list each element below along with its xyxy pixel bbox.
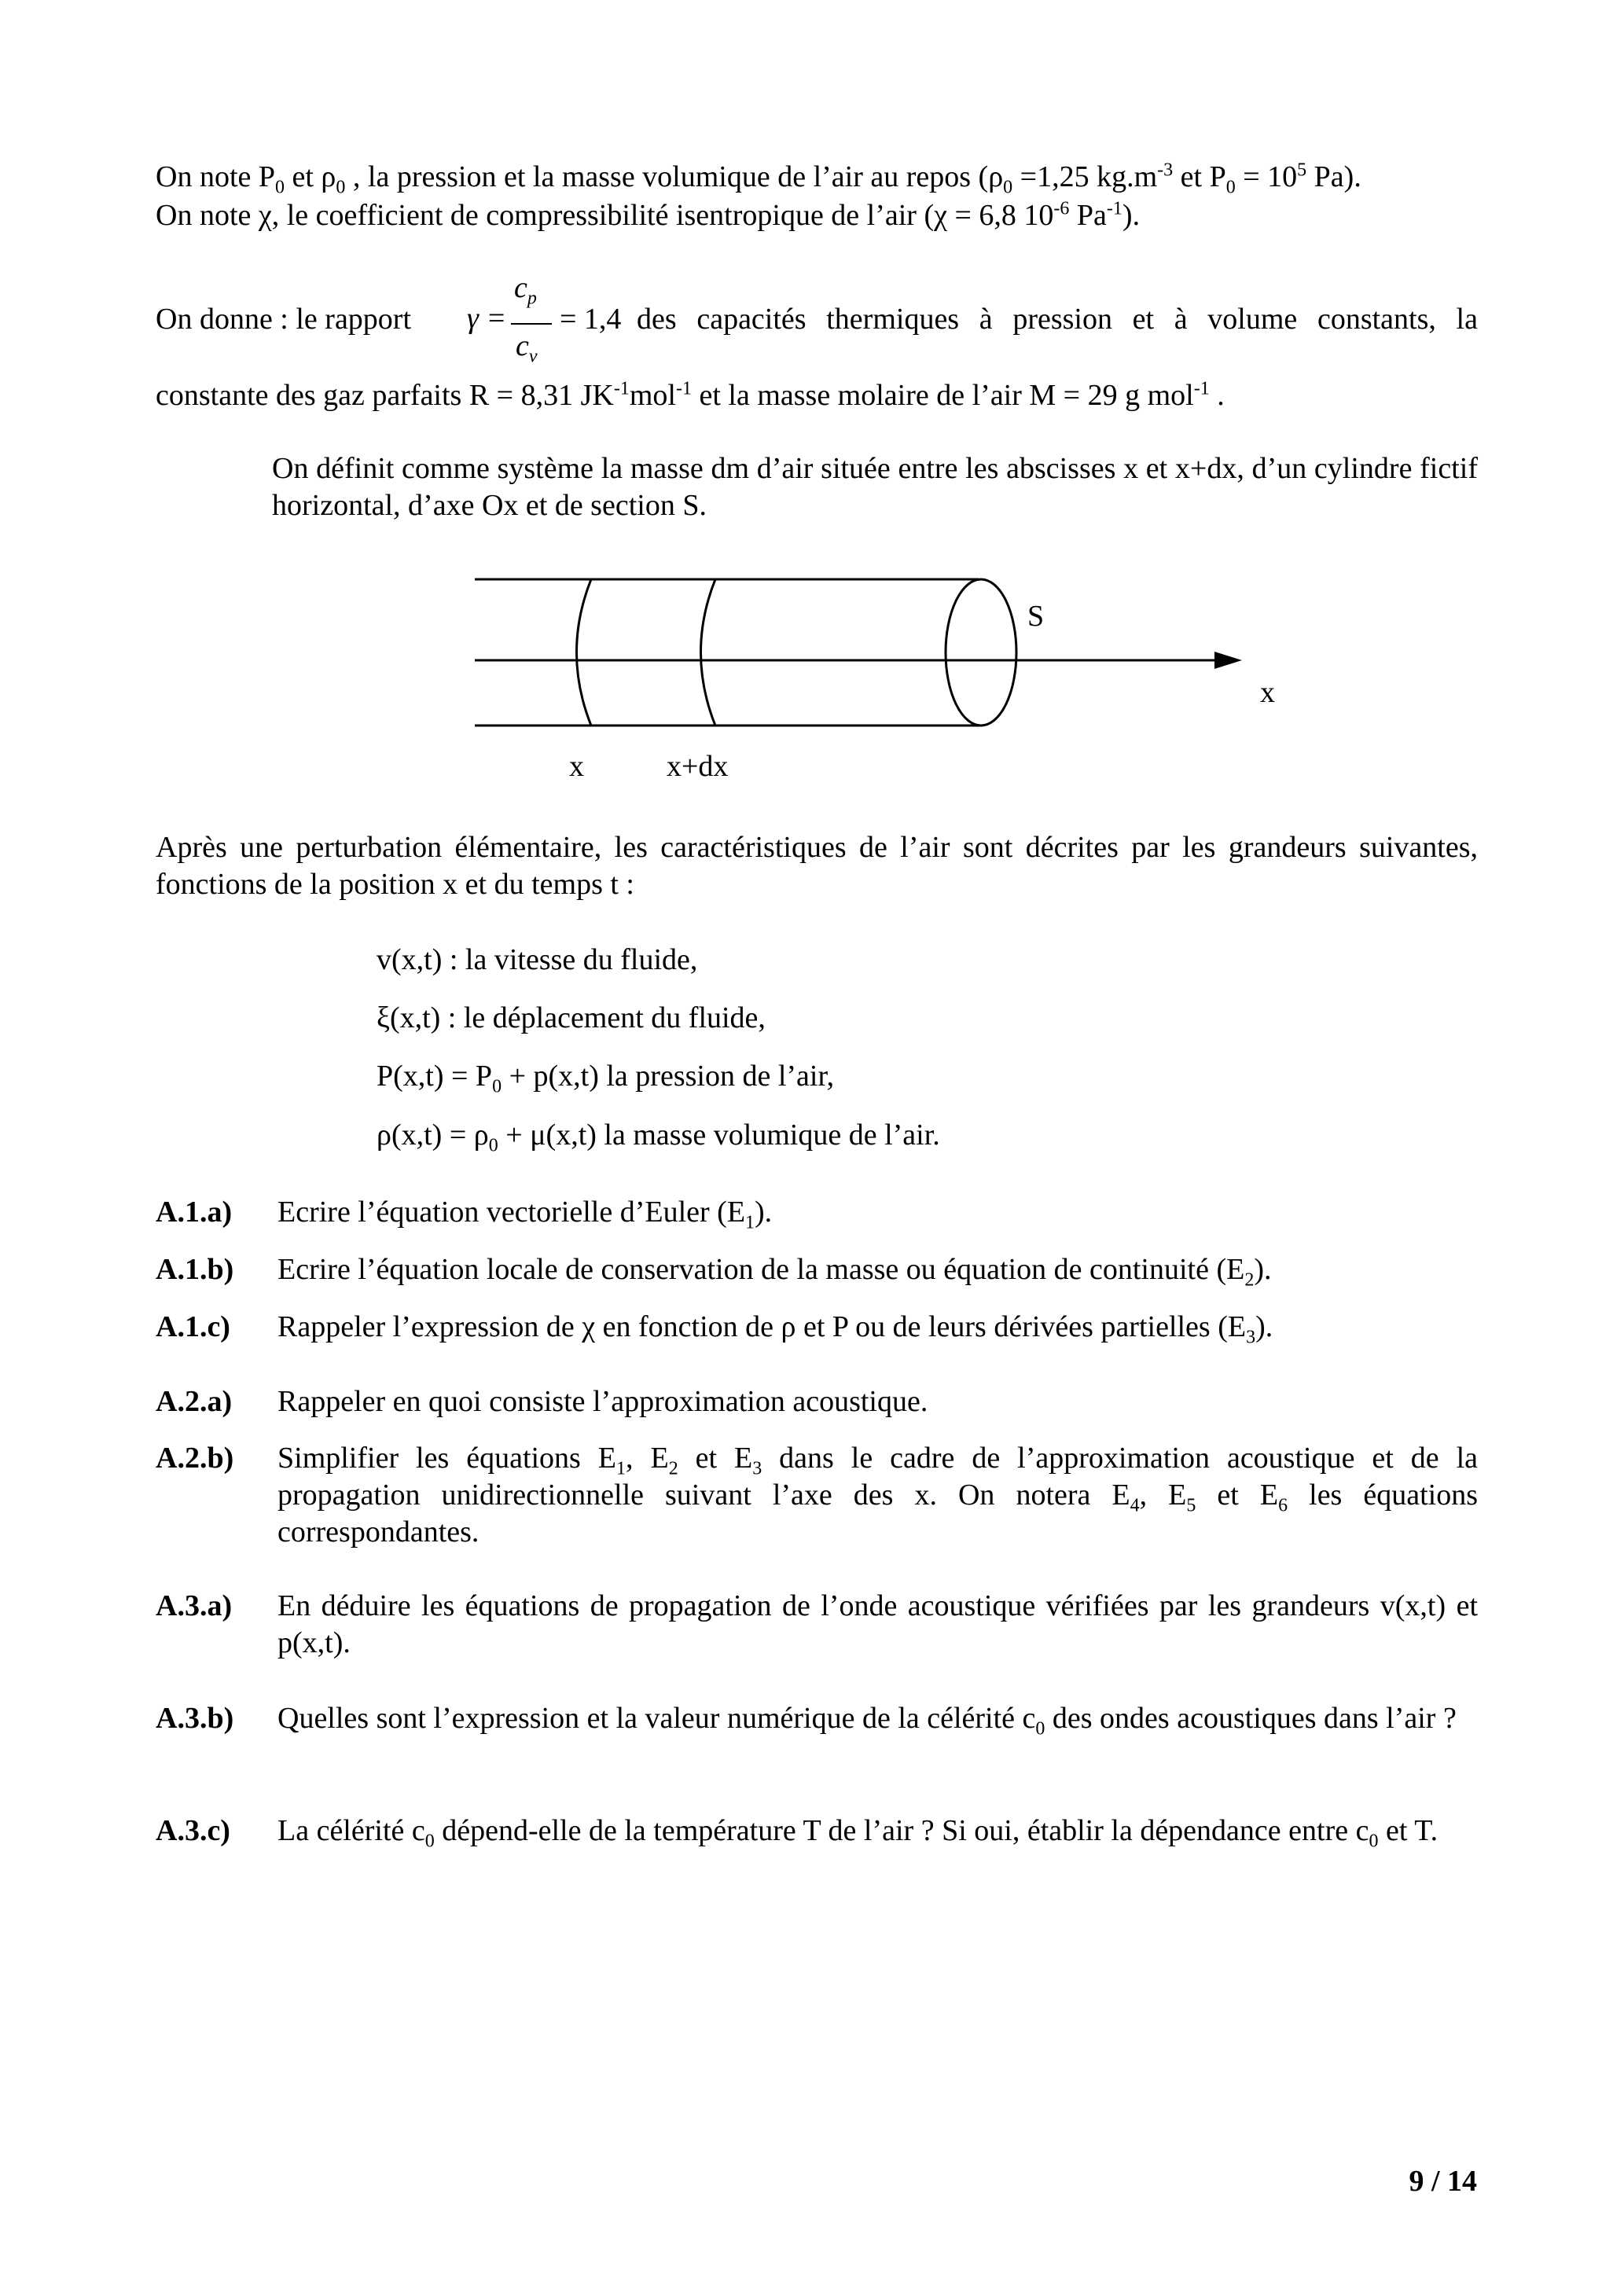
cylinder-figure (0, 0, 1624, 865)
variable-displacement: ξ(x,t) : le déplacement du fluide, (377, 1001, 766, 1034)
page-number: 9 / 14 (1409, 2165, 1477, 2198)
question-text: Rappeler en quoi consiste l’approximation acoustique. (277, 1385, 928, 1418)
question-label: A.1.c) (156, 1310, 230, 1343)
question-label: A.1.a) (156, 1196, 233, 1229)
question-label: A.3.a) (156, 1589, 233, 1622)
question-label: A.2.b) (156, 1442, 234, 1475)
question-label: A.3.b) (156, 1702, 234, 1735)
gamma-numerator: $c_p$ (514, 271, 537, 309)
label-x-dx: x+dx (667, 750, 729, 783)
gamma-denominator: $c_v$ (516, 329, 538, 367)
variable-velocity: v(x,t) : la vitesse du fluide, (377, 943, 698, 976)
question-text: En déduire les équations de propagation de l’onde acoustique vérifiées par les grandeurs v(x,t) et p(x,t). (277, 1589, 1478, 1659)
perturbation-paragraph: Après une perturbation élémentaire, les caractéristiques de l’air sont décrites par les grandeurs suivantes, fonctions de la position x et du temps t : (156, 831, 1478, 901)
section-x-dx (701, 579, 716, 726)
question-text: Quelles sont l’expression et la valeur numérique de la célérité $c_0$ des ondes acoustiques dans l’air ? (277, 1702, 1457, 1739)
question-text: Simplifier les équations $E_1$, $E_2$ et $E_3$ dans le cadre de l’approximation acoustique et de la propagation unidirectionnelle suivant l’axe des x. On notera $E_4$, $E_5$ et $E_6$ les équations correspondantes. (277, 1442, 1479, 1548)
gamma-line-2: constante des gaz parfaits R = 8,31 $JK^{-1}mol^{-1}$ et la masse molaire de l’air M = 29 g mol$^{-1}$ . (156, 378, 1225, 412)
gamma-symbol: γ = (467, 302, 507, 335)
question-label: A.2.a) (156, 1385, 233, 1418)
question-text: Ecrire l’équation locale de conservation de la masse ou équation de continuité $(E_2)$. (277, 1253, 1272, 1291)
question-label: A.1.b) (156, 1253, 234, 1286)
label-x: x (569, 750, 584, 783)
question-label: A.3.c) (156, 1814, 230, 1847)
section-x (577, 579, 592, 726)
variable-density: $\rho(x,t) = \rho_0 + \mu(x,t)$ la masse volumique de l’air. (377, 1119, 940, 1156)
gamma-suffix: des capacités thermiques à pression et à volume constants, la (637, 303, 1478, 336)
label-axis-x: x (1260, 676, 1275, 709)
question-text: Ecrire l’équation vectorielle d’Euler $(E_1)$. (277, 1196, 773, 1233)
intro-line-1: On note $P_0$ et $\rho_0$ , la pression et la masse volumique de l’air au repos ($\rho_0 =1,25$ $kg.m^{-3}$ et $P_0 = 10^5$ Pa). (156, 160, 1361, 198)
question-text: La célérité $c_0$ dépend-elle de la température T de l’air ? Si oui, établir la dépendance entre $c_0$ et T. (277, 1814, 1438, 1852)
gamma-prefix: On donne : le rapport (156, 303, 412, 336)
system-definition: On définit comme système la masse dm d’air située entre les abscisses x et x+dx, d’un cylindre fictif horizontal, d’axe Ox et de section S. (272, 452, 1478, 522)
label-section-s: S (1027, 600, 1045, 633)
question-text: Rappeler l’expression de χ en fonction de ρ et P ou de leurs dérivées partielles $(E_3)$. (277, 1310, 1273, 1348)
end-section (946, 579, 1016, 726)
variable-pressure: $P(x,t) = P_0 + p(x,t)$ la pression de l’air, (377, 1060, 835, 1097)
intro-line-2: On note χ, le coefficient de compressibilité isentropique de l’air (χ = 6,8 $10^{-6}$ $Pa^{-1}$). (156, 198, 1141, 232)
gamma-value: = 1,4 (560, 303, 622, 336)
axis-arrowhead (1214, 652, 1242, 669)
